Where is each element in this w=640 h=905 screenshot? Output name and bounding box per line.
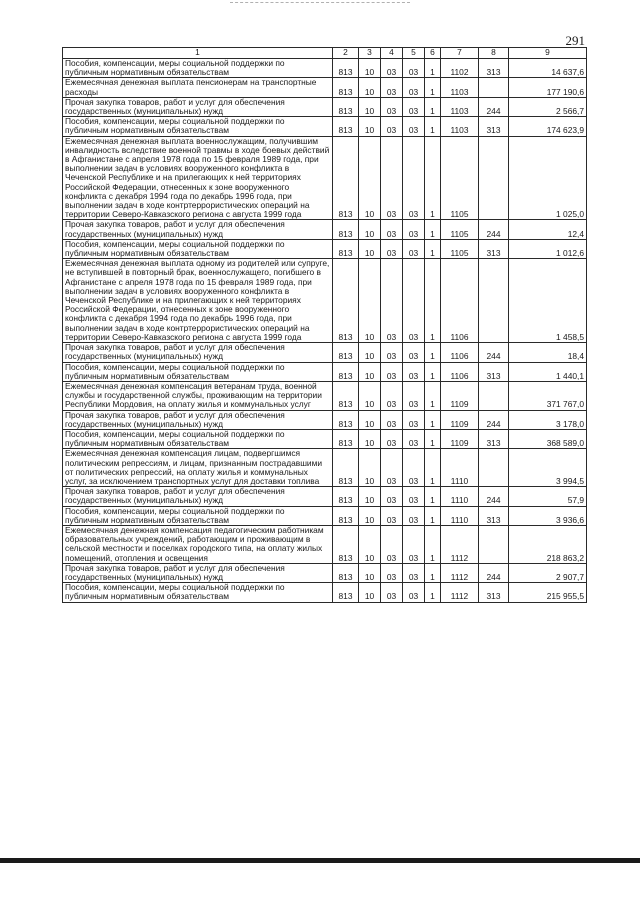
row-cell-8: 313 bbox=[479, 362, 509, 381]
row-cell-8 bbox=[479, 525, 509, 563]
row-cell-6: 1 bbox=[425, 487, 441, 506]
row-cell-6: 1 bbox=[425, 136, 441, 220]
row-cell-8: 313 bbox=[479, 583, 509, 602]
row-cell-7: 1112 bbox=[441, 525, 479, 563]
row-cell-5: 03 bbox=[403, 583, 425, 602]
column-header-8: 8 bbox=[479, 48, 509, 59]
row-cell-4: 03 bbox=[381, 487, 403, 506]
table-row bbox=[63, 362, 587, 381]
row-cell-6: 1 bbox=[425, 410, 441, 429]
row-cell-2: 813 bbox=[333, 583, 359, 602]
row-cell-4: 03 bbox=[381, 59, 403, 78]
row-cell-3: 10 bbox=[359, 362, 381, 381]
row-cell-2: 813 bbox=[333, 381, 359, 410]
row-cell-7: 1112 bbox=[441, 563, 479, 582]
row-name-cell: Ежемесячная денежная выплата пенсионерам на транспортные расходы bbox=[63, 78, 333, 97]
row-cell-3: 10 bbox=[359, 97, 381, 116]
row-cell-5: 03 bbox=[403, 410, 425, 429]
row-cell-6: 1 bbox=[425, 220, 441, 239]
row-cell-2: 813 bbox=[333, 449, 359, 487]
row-name-cell: Пособия, компенсации, меры социальной поддержки по публичным нормативным обязательствам bbox=[63, 362, 333, 381]
row-cell-6: 1 bbox=[425, 583, 441, 602]
row-cell-7: 1106 bbox=[441, 343, 479, 362]
row-cell-7: 1105 bbox=[441, 136, 479, 220]
row-cell-4: 03 bbox=[381, 429, 403, 448]
row-cell-4: 03 bbox=[381, 239, 403, 258]
table-row bbox=[63, 506, 587, 525]
row-cell-9: 3 178,0 bbox=[509, 410, 587, 429]
row-cell-2: 813 bbox=[333, 117, 359, 136]
row-cell-3: 10 bbox=[359, 381, 381, 410]
row-cell-3: 10 bbox=[359, 343, 381, 362]
row-cell-7: 1105 bbox=[441, 239, 479, 258]
row-cell-4: 03 bbox=[381, 343, 403, 362]
row-cell-3: 10 bbox=[359, 78, 381, 97]
row-cell-8: 313 bbox=[479, 239, 509, 258]
row-name-cell: Пособия, компенсации, меры социальной поддержки по публичным нормативным обязательствам bbox=[63, 429, 333, 448]
row-cell-9: 371 767,0 bbox=[509, 381, 587, 410]
column-header-2: 2 bbox=[333, 48, 359, 59]
row-cell-8 bbox=[479, 78, 509, 97]
column-header-9: 9 bbox=[509, 48, 587, 59]
row-cell-7: 1109 bbox=[441, 381, 479, 410]
row-cell-7: 1110 bbox=[441, 449, 479, 487]
row-cell-9: 2 907,7 bbox=[509, 563, 587, 582]
row-cell-3: 10 bbox=[359, 583, 381, 602]
row-cell-7: 1103 bbox=[441, 97, 479, 116]
row-cell-9: 368 589,0 bbox=[509, 429, 587, 448]
row-cell-2: 813 bbox=[333, 259, 359, 343]
table-row bbox=[63, 487, 587, 506]
row-cell-8: 244 bbox=[479, 563, 509, 582]
row-cell-5: 03 bbox=[403, 136, 425, 220]
column-header-7: 7 bbox=[441, 48, 479, 59]
row-name-cell: Пособия, компенсации, меры социальной поддержки по публичным нормативным обязательствам bbox=[63, 117, 333, 136]
row-cell-8 bbox=[479, 381, 509, 410]
row-cell-2: 813 bbox=[333, 220, 359, 239]
row-cell-9: 2 566,7 bbox=[509, 97, 587, 116]
row-cell-4: 03 bbox=[381, 220, 403, 239]
table-row bbox=[63, 220, 587, 239]
row-cell-6: 1 bbox=[425, 563, 441, 582]
row-cell-6: 1 bbox=[425, 343, 441, 362]
row-cell-7: 1110 bbox=[441, 487, 479, 506]
row-cell-3: 10 bbox=[359, 525, 381, 563]
table-row bbox=[63, 59, 587, 78]
bottom-rule bbox=[0, 858, 640, 863]
row-cell-5: 03 bbox=[403, 239, 425, 258]
table-row bbox=[63, 259, 587, 343]
table-row bbox=[63, 136, 587, 220]
row-cell-9: 174 623,9 bbox=[509, 117, 587, 136]
column-header-4: 4 bbox=[381, 48, 403, 59]
row-cell-8 bbox=[479, 449, 509, 487]
row-cell-3: 10 bbox=[359, 117, 381, 136]
row-cell-8: 313 bbox=[479, 117, 509, 136]
row-cell-6: 1 bbox=[425, 78, 441, 97]
row-cell-9: 218 863,2 bbox=[509, 525, 587, 563]
row-name-cell: Ежемесячная денежная выплата военнослужащим, получившим инвалидность вследствие военной травмы в ходе боевых действий в Афганистане с апреля 1978 года по 15 февраля 1989 года, при выполнении задач в условиях вооруженного конфликта в Чеченской Республике и на прилегающих к ней территориях Российской Федерации, отнесенных к зоне вооруженного конфликта с декабря 1994 года по декабрь 1996 года, при выполнении задач в ходе контртеррористических операций на территории Северо-Кавказского региона с августа 1999 года bbox=[63, 136, 333, 220]
row-cell-9: 12,4 bbox=[509, 220, 587, 239]
row-cell-6: 1 bbox=[425, 449, 441, 487]
row-name-cell: Ежемесячная денежная выплата одному из родителей или супруге, не вступившей в повторный брак, военнослужащего, погибшего в Афганистане с апреля 1978 года по 15 февраля 1989 года, при выполнении задач в условиях вооруженного конфликта в Чеченской Республике и на прилегающих к ней территориях Российской Федерации, отнесенных к зоне вооруженного конфликта с декабря 1994 года по декабрь 1996 года, при выполнении задач в ходе контртеррористических операций на территории Северо-Кавказского региона с августа 1999 года bbox=[63, 259, 333, 343]
row-cell-8: 244 bbox=[479, 410, 509, 429]
row-cell-6: 1 bbox=[425, 259, 441, 343]
row-cell-3: 10 bbox=[359, 449, 381, 487]
row-cell-2: 813 bbox=[333, 563, 359, 582]
row-cell-5: 03 bbox=[403, 525, 425, 563]
table-row bbox=[63, 449, 587, 487]
table-row bbox=[63, 78, 587, 97]
row-cell-7: 1106 bbox=[441, 362, 479, 381]
row-cell-5: 03 bbox=[403, 449, 425, 487]
row-cell-6: 1 bbox=[425, 362, 441, 381]
row-cell-8: 244 bbox=[479, 487, 509, 506]
row-cell-4: 03 bbox=[381, 583, 403, 602]
row-cell-8: 313 bbox=[479, 429, 509, 448]
table-row bbox=[63, 239, 587, 258]
row-cell-3: 10 bbox=[359, 429, 381, 448]
row-cell-3: 10 bbox=[359, 259, 381, 343]
row-cell-9: 3 994,5 bbox=[509, 449, 587, 487]
row-cell-7: 1109 bbox=[441, 410, 479, 429]
row-cell-6: 1 bbox=[425, 429, 441, 448]
table-row bbox=[63, 583, 587, 602]
row-cell-3: 10 bbox=[359, 563, 381, 582]
row-cell-7: 1106 bbox=[441, 259, 479, 343]
table-row bbox=[63, 525, 587, 563]
row-name-cell: Прочая закупка товаров, работ и услуг для обеспечения государственных (муниципальных) нужд bbox=[63, 563, 333, 582]
row-cell-6: 1 bbox=[425, 117, 441, 136]
row-name-cell: Ежемесячная денежная компенсация педагогическим работникам образовательных учреждений, работающим и проживающим в сельской местности и поселках городского типа, на оплату жилых помещений, отопления и освещения bbox=[63, 525, 333, 563]
scan-top-edge bbox=[230, 2, 410, 5]
row-cell-6: 1 bbox=[425, 381, 441, 410]
row-name-cell: Прочая закупка товаров, работ и услуг для обеспечения государственных (муниципальных) нужд bbox=[63, 410, 333, 429]
row-cell-9: 18,4 bbox=[509, 343, 587, 362]
row-cell-8: 313 bbox=[479, 59, 509, 78]
row-cell-4: 03 bbox=[381, 362, 403, 381]
row-cell-3: 10 bbox=[359, 410, 381, 429]
row-cell-9: 1 440,1 bbox=[509, 362, 587, 381]
row-cell-7: 1103 bbox=[441, 78, 479, 97]
row-name-cell: Прочая закупка товаров, работ и услуг для обеспечения государственных (муниципальных) нужд bbox=[63, 97, 333, 116]
row-name-cell: Ежемесячная денежная компенсация лицам, подвергшимся политическим репрессиям, и лицам, признанным пострадавшими от политических репрессий, на оплату жилья и коммунальных услуг, за исключением транспортных услуг для доставки топлива bbox=[63, 449, 333, 487]
table-row bbox=[63, 343, 587, 362]
row-cell-5: 03 bbox=[403, 259, 425, 343]
row-cell-5: 03 bbox=[403, 78, 425, 97]
column-header-6: 6 bbox=[425, 48, 441, 59]
table-row bbox=[63, 97, 587, 116]
row-cell-2: 813 bbox=[333, 343, 359, 362]
row-cell-5: 03 bbox=[403, 97, 425, 116]
row-cell-8 bbox=[479, 136, 509, 220]
header-row bbox=[63, 48, 587, 59]
row-cell-5: 03 bbox=[403, 220, 425, 239]
table-body bbox=[63, 59, 587, 603]
row-cell-4: 03 bbox=[381, 410, 403, 429]
row-cell-9: 1 025,0 bbox=[509, 136, 587, 220]
row-cell-2: 813 bbox=[333, 136, 359, 220]
row-cell-6: 1 bbox=[425, 97, 441, 116]
row-cell-4: 03 bbox=[381, 563, 403, 582]
row-cell-5: 03 bbox=[403, 487, 425, 506]
row-cell-3: 10 bbox=[359, 59, 381, 78]
row-cell-9: 1 458,5 bbox=[509, 259, 587, 343]
table-row bbox=[63, 410, 587, 429]
row-cell-7: 1109 bbox=[441, 429, 479, 448]
row-cell-4: 03 bbox=[381, 97, 403, 116]
row-cell-9: 57,9 bbox=[509, 487, 587, 506]
row-cell-3: 10 bbox=[359, 136, 381, 220]
row-name-cell: Прочая закупка товаров, работ и услуг для обеспечения государственных (муниципальных) нужд bbox=[63, 220, 333, 239]
row-cell-8: 313 bbox=[479, 506, 509, 525]
column-header-5: 5 bbox=[403, 48, 425, 59]
row-cell-8: 244 bbox=[479, 343, 509, 362]
row-cell-5: 03 bbox=[403, 117, 425, 136]
row-name-cell: Пособия, компенсации, меры социальной поддержки по публичным нормативным обязательствам bbox=[63, 59, 333, 78]
row-cell-7: 1112 bbox=[441, 583, 479, 602]
row-cell-4: 03 bbox=[381, 78, 403, 97]
row-name-cell: Пособия, компенсации, меры социальной поддержки по публичным нормативным обязательствам bbox=[63, 506, 333, 525]
row-cell-2: 813 bbox=[333, 410, 359, 429]
row-cell-2: 813 bbox=[333, 97, 359, 116]
row-cell-7: 1105 bbox=[441, 220, 479, 239]
row-cell-5: 03 bbox=[403, 343, 425, 362]
row-cell-6: 1 bbox=[425, 59, 441, 78]
row-name-cell: Прочая закупка товаров, работ и услуг для обеспечения государственных (муниципальных) нужд bbox=[63, 343, 333, 362]
row-cell-2: 813 bbox=[333, 429, 359, 448]
row-cell-5: 03 bbox=[403, 381, 425, 410]
table-row bbox=[63, 117, 587, 136]
row-cell-6: 1 bbox=[425, 506, 441, 525]
row-cell-4: 03 bbox=[381, 449, 403, 487]
row-cell-3: 10 bbox=[359, 239, 381, 258]
row-cell-6: 1 bbox=[425, 239, 441, 258]
row-name-cell: Пособия, компенсации, меры социальной поддержки по публичным нормативным обязательствам bbox=[63, 239, 333, 258]
row-cell-3: 10 bbox=[359, 487, 381, 506]
row-cell-9: 1 012,6 bbox=[509, 239, 587, 258]
row-cell-3: 10 bbox=[359, 220, 381, 239]
row-cell-6: 1 bbox=[425, 525, 441, 563]
row-cell-4: 03 bbox=[381, 136, 403, 220]
row-cell-8 bbox=[479, 259, 509, 343]
row-cell-5: 03 bbox=[403, 59, 425, 78]
page-number: 291 bbox=[565, 33, 585, 48]
row-cell-2: 813 bbox=[333, 59, 359, 78]
table-row bbox=[63, 381, 587, 410]
row-cell-8: 244 bbox=[479, 220, 509, 239]
row-cell-9: 14 637,6 bbox=[509, 59, 587, 78]
row-cell-8: 244 bbox=[479, 97, 509, 116]
row-cell-2: 813 bbox=[333, 78, 359, 97]
row-cell-9: 177 190,6 bbox=[509, 78, 587, 97]
row-cell-5: 03 bbox=[403, 563, 425, 582]
row-cell-9: 215 955,5 bbox=[509, 583, 587, 602]
table-row bbox=[63, 563, 587, 582]
row-cell-5: 03 bbox=[403, 506, 425, 525]
row-cell-4: 03 bbox=[381, 259, 403, 343]
row-cell-4: 03 bbox=[381, 381, 403, 410]
row-cell-2: 813 bbox=[333, 487, 359, 506]
row-name-cell: Ежемесячная денежная компенсация ветеранам труда, военной службы и государственной службы, проживающим на территории Республики Мордовия, на оплату жилья и коммунальных услуг bbox=[63, 381, 333, 410]
row-name-cell: Прочая закупка товаров, работ и услуг для обеспечения государственных (муниципальных) нужд bbox=[63, 487, 333, 506]
row-cell-2: 813 bbox=[333, 525, 359, 563]
row-cell-3: 10 bbox=[359, 506, 381, 525]
table-row bbox=[63, 429, 587, 448]
row-cell-9: 3 936,6 bbox=[509, 506, 587, 525]
row-cell-4: 03 bbox=[381, 506, 403, 525]
row-cell-4: 03 bbox=[381, 117, 403, 136]
row-cell-5: 03 bbox=[403, 362, 425, 381]
row-cell-2: 813 bbox=[333, 362, 359, 381]
row-name-cell: Пособия, компенсации, меры социальной поддержки по публичным нормативным обязательствам bbox=[63, 583, 333, 602]
row-cell-2: 813 bbox=[333, 239, 359, 258]
row-cell-7: 1110 bbox=[441, 506, 479, 525]
budget-table bbox=[62, 47, 587, 603]
column-header-3: 3 bbox=[359, 48, 381, 59]
row-cell-2: 813 bbox=[333, 506, 359, 525]
column-header-1: 1 bbox=[63, 48, 333, 59]
row-cell-4: 03 bbox=[381, 525, 403, 563]
row-cell-7: 1103 bbox=[441, 117, 479, 136]
row-cell-5: 03 bbox=[403, 429, 425, 448]
row-cell-7: 1102 bbox=[441, 59, 479, 78]
